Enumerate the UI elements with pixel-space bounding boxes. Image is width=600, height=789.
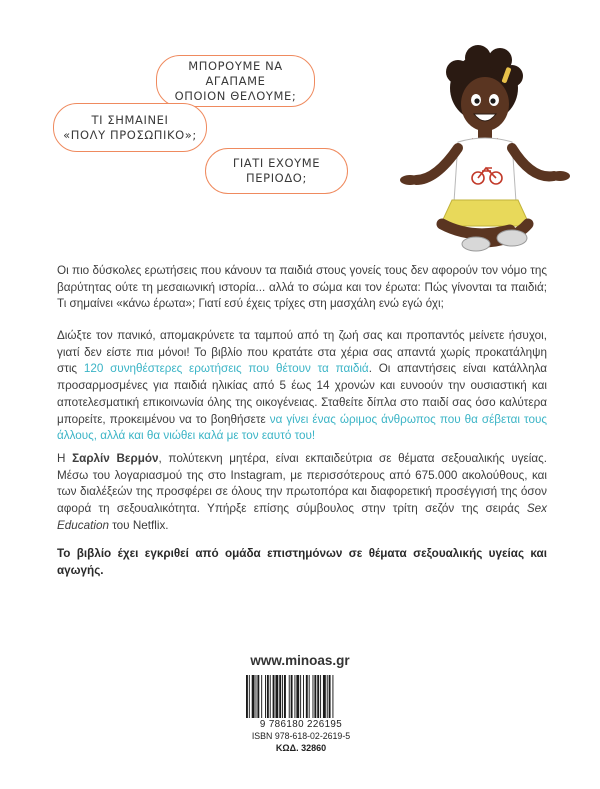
speech-bubble-love bbox=[156, 55, 315, 107]
barcode-bar bbox=[275, 675, 278, 718]
barcode-bar bbox=[300, 675, 301, 718]
publisher-website[interactable]: www.minoas.gr bbox=[250, 653, 350, 668]
speech-bubble-period bbox=[205, 148, 348, 194]
bubble-line: ΤΙ ΣΗΜΑΙΝΕΙ bbox=[91, 112, 169, 127]
barcode-digits: 9 786180 226195 bbox=[259, 719, 343, 730]
barcode-bar bbox=[252, 675, 255, 718]
barcode-bar bbox=[320, 675, 321, 718]
barcode-block bbox=[240, 673, 362, 758]
barcode-bar bbox=[289, 675, 290, 718]
barcode-bar bbox=[284, 675, 286, 718]
bubble-line: «ΠΟΛΥ ΠΡΟΣΩΠΙΚΟ»; bbox=[63, 127, 197, 142]
barcode-bar bbox=[261, 675, 262, 718]
barcode-bar bbox=[329, 675, 331, 718]
barcode-bar bbox=[314, 675, 316, 718]
bubble-line: ΠΕΡΙΟΔΟ; bbox=[246, 171, 307, 185]
girl-illustration bbox=[392, 30, 572, 255]
highlight-text: να γίνει ένας ώριμος άνθρωπος που θα σέβεται τους άλλους, αλλά και θα νιώθει καλά με τον εαυτό του! bbox=[57, 412, 547, 443]
barcode-bar bbox=[273, 675, 275, 718]
barcode-bar bbox=[282, 675, 283, 718]
description-paragraph bbox=[57, 328, 547, 445]
bubble-line: ΜΠΟΡΟΥΜΕ ΝΑ ΑΓΑΠΑΜΕ bbox=[188, 58, 283, 88]
highlight-text: 120 συνηθέστερες ερωτήσεις που θέτουν τα παιδιά bbox=[83, 362, 369, 376]
text-segment: . Οι απαντήσεις είναι κατάλληλα προσαρμοσμένες για παιδιά ηλικίας από 5 έως 14 χρονών και ευνοούν την ουσιαστική και αποτελεσματική επικοινωνία όλης της οικογένειας. Σταθείτε δίπλα στο παιδί σας όσο καλύτερα μπορείτε, προκειμένου να το βοηθήσετε bbox=[57, 362, 547, 426]
text-segment: Η bbox=[57, 452, 73, 465]
barcode-bar bbox=[294, 675, 295, 718]
barcode-bar bbox=[267, 675, 269, 718]
barcode-bar bbox=[257, 675, 259, 718]
barcode-bar bbox=[323, 675, 326, 718]
text-segment: Διώξτε τον πανικό, απομακρύνετε τα ταμπού από τη ζωή σας και προπαντός μείνετε ήσυχοι, γιατί δεν είστε πια μόνοι! Το βιβλίο που κρατάτε στα χέρια σας απαντά χωρίς προκατάληψη στις bbox=[57, 329, 547, 376]
barcode-bar bbox=[317, 675, 319, 718]
author-name: Σαρλίν Βερμόν bbox=[72, 452, 159, 465]
intro-paragraph: Οι πιο δύσκολες ερωτήσεις που κάνουν τα παιδιά στους γονείς τους δεν αφορούν τον νόμο της βαρύτητας ούτε τη μεσαιωνική ιστορία... αλλά το σώμα και τον έρωτα: Πώς γίνονται τα παιδιά; Τι σημαίνει «κάνω έρωτα»; Γιατί εσύ έχεις τρίχες στη μασχάλη ενώ εγώ όχι; bbox=[57, 264, 547, 311]
isbn-number: ISBN 978-618-02-2619-5 bbox=[251, 731, 351, 741]
barcode-bar bbox=[327, 675, 328, 718]
barcode bbox=[240, 673, 362, 719]
bubble-line: ΟΠΟΙΟΝ ΘΕΛΟΥΜΕ; bbox=[174, 88, 297, 103]
barcode-bar bbox=[291, 675, 293, 718]
barcode-bar bbox=[249, 675, 250, 718]
barcode-bar bbox=[246, 675, 248, 718]
bubble-line: ΓΙΑΤΙ ΕΧΟΥΜΕ bbox=[232, 156, 321, 170]
barcode-bar bbox=[270, 675, 271, 718]
barcode-bar bbox=[309, 675, 310, 718]
series-title: Sex Education bbox=[57, 502, 547, 532]
approval-statement: Το βιβλίο έχει εγκριθεί από ομάδα επιστημόνων σε θέματα σεξουαλικής υγείας και αγωγής. bbox=[57, 547, 547, 577]
speech-bubble-personal bbox=[53, 103, 207, 152]
text-segment: , πολύτεκνη μητέρα, είναι εκπαιδεύτρια σε θέματα σεξουαλικής υγείας. Μέσω του λογαριασμού της στο Instagram, με περισσότερους από 675.000 ακολούθους, και των διαλέξεών της προσφέρει σε όλους την πρωτοπόρα και διαφορετική προσέγγισή της όσον αφορά τη σεξουαλικότητα. Υπήρξε επίσης σύμβουλος στην τρίτη σεζόν της σειράς bbox=[57, 452, 548, 516]
barcode-bar bbox=[279, 675, 281, 718]
product-code: ΚΩΔ. 32860 bbox=[275, 743, 327, 753]
barcode-bar bbox=[313, 675, 314, 718]
author-paragraph bbox=[57, 451, 547, 535]
barcode-bar bbox=[332, 675, 333, 718]
barcode-bar bbox=[265, 675, 266, 718]
barcode-bar bbox=[303, 675, 304, 718]
barcode-bar bbox=[296, 675, 299, 718]
text-segment: του Netflix. bbox=[108, 518, 169, 532]
barcode-bar bbox=[306, 675, 308, 718]
barcode-bar bbox=[256, 675, 257, 718]
